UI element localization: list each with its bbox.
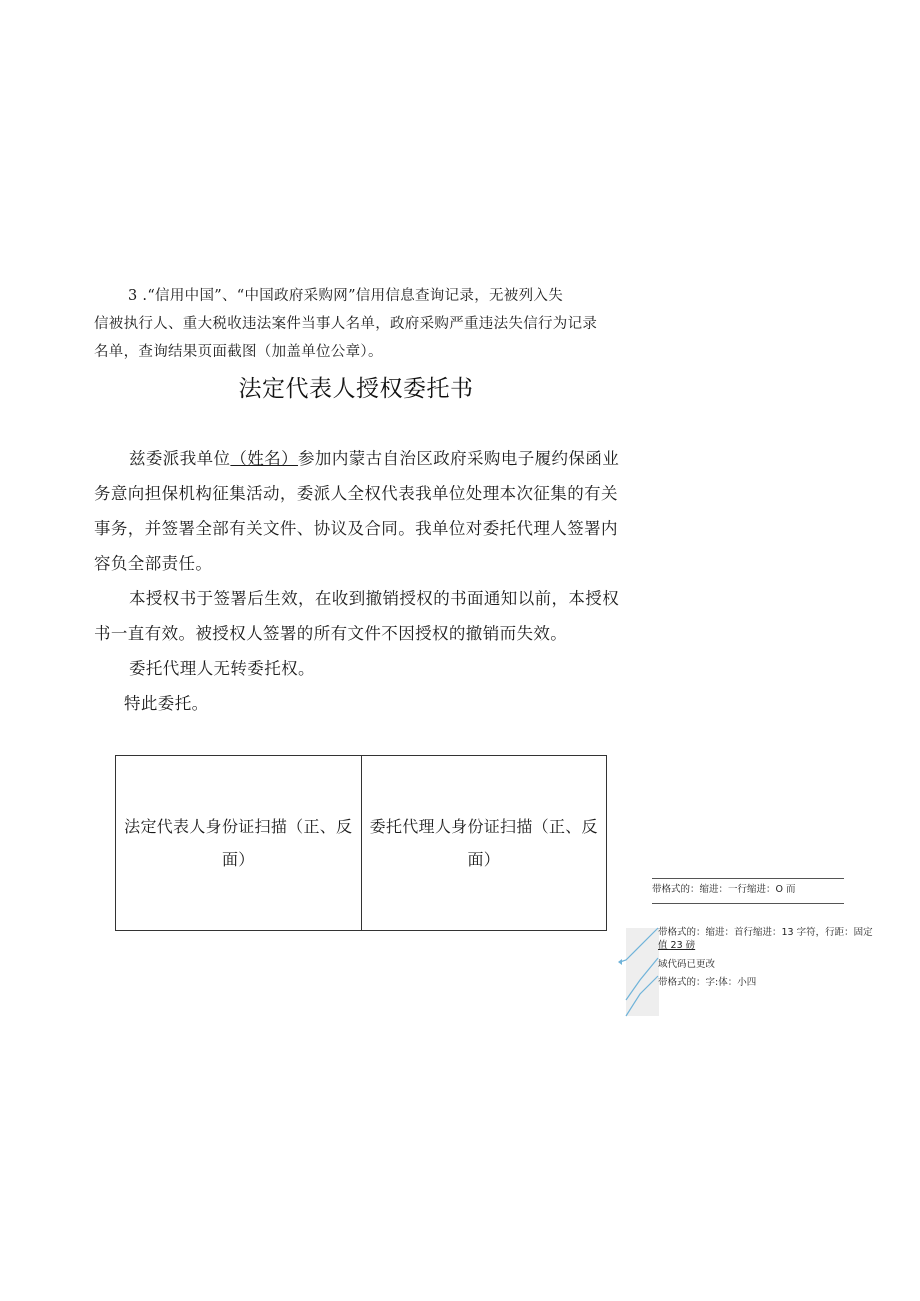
note-line-2: 信被执行人、重大税收违法案件当事人名单，政府采购严重违法失信行为记录: [94, 316, 598, 332]
paragraph-1: [94, 441, 624, 581]
comment-balloon-font-size[interactable]: 带格式的：字:体：小四: [658, 977, 757, 988]
credit-record-note: [94, 282, 624, 366]
comment-balloon-field-code[interactable]: 域代码已更改: [658, 959, 716, 970]
legal-rep-id-scan-cell: 法定代表人身份证扫描（正、反面）: [116, 756, 362, 931]
paragraph-1-start: 兹委派我单位: [129, 449, 231, 468]
name-placeholder: （姓名）: [230, 449, 299, 468]
document-title: 法定代表人授权委托书: [238, 376, 474, 402]
comment-line: 带格式的：缩进：首行缩进：13 字符，行距：固定: [658, 927, 873, 938]
paragraph-2: 本授权书于签署后生效，在收到撤销授权的书面通知以前，本授权书一直有效。被授权人签署的所有文件不因授权的撤销而失效。: [94, 589, 620, 643]
comment-line: 值 23 磅: [658, 940, 696, 951]
agent-id-scan-cell: 委托代理人身份证扫描（正、反面）: [361, 756, 607, 931]
note-line-1: 3 .“信用中国”、“中国政府采购网”信用信息查询记录，无被列入失: [128, 288, 563, 304]
comment-balloon-indent[interactable]: 带格式的：缩进：一行缩进：O 而: [652, 878, 844, 904]
comment-balloon-line-spacing[interactable]: [658, 926, 888, 952]
authorization-body: [94, 441, 624, 721]
note-line-3: 名单，查询结果页面截图（加盖单位公章）。: [94, 344, 383, 360]
id-scan-table: [115, 755, 607, 931]
table-row: [116, 756, 607, 931]
paragraph-1-rest: 参加内蒙古自治区政府采购电子履约保函业务意向担保机构征集活动，委派人全权代表我单位处理本次征集的有关事务，并签署全部有关文件、协议及合同。我单位对委托代理人签署内容负全部责任。: [94, 449, 620, 573]
paragraph-3: 委托代理人无转委托权。: [129, 659, 315, 678]
paragraph-4: 特此委托。: [124, 694, 209, 713]
